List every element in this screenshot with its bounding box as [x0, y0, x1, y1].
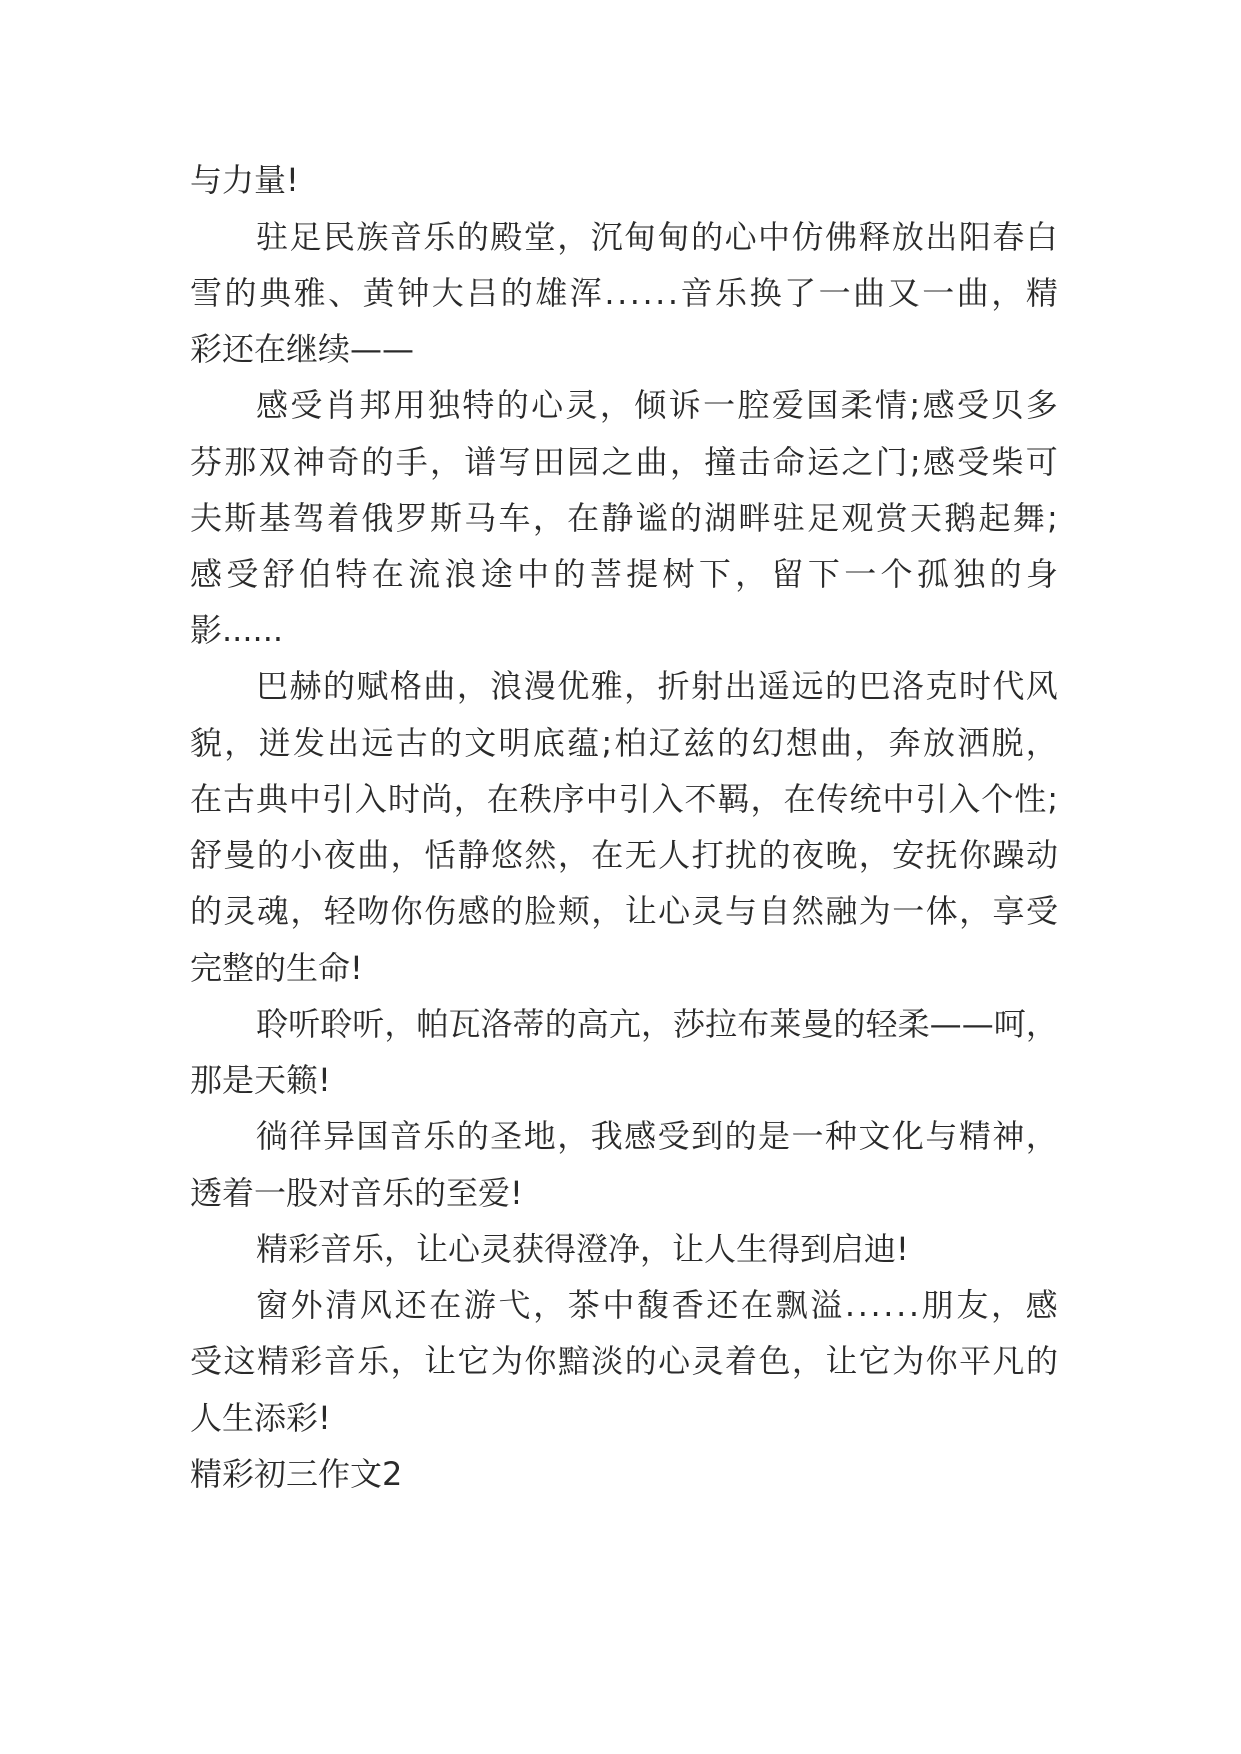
text-line: 雪 的 典 雅 、 黄 钟 大 吕 的 雄 浑 . . . . . . 音 乐 换 了 一 曲 又 一 曲 ， 精: [190, 274, 1058, 312]
text-line: 芬 那 双 神 奇 的 手 ， 谱 写 田 园 之 曲 ， 撞 击 命 运 之 门 ; 感 受 柴 可: [190, 443, 1058, 481]
text-line: 的 灵 魂 ， 轻 吻 你 伤 感 的 脸 颊 ， 让 心 灵 与 自 然 融 为 一 体 ， 享 受: [190, 892, 1058, 930]
text-line: 那是天籁!: [190, 1061, 331, 1099]
paragraph-first-line: 精彩音乐，让心灵获得澄净，让人生得到启迪!: [256, 1230, 909, 1268]
text-line: 夫 斯 基 驾 着 俄 罗 斯 马 车 ， 在 静 谧 的 湖 畔 驻 足 观 赏 天 鹅 起 舞 ;: [190, 499, 1058, 537]
text-line: 彩还在继续——: [190, 330, 415, 368]
text-line: 与力量!: [190, 161, 299, 199]
paragraph-first-line: 驻 足 民 族 音 乐 的 殿 堂 ， 沉 甸 甸 的 心 中 仿 佛 释 放 出 阳 春 白: [256, 218, 1058, 256]
text-line: 在 古 典 中 引 入 时 尚 ， 在 秩 序 中 引 入 不 羁 ， 在 传 统 中 引 入 个 性 ;: [190, 780, 1058, 818]
paragraph-first-line: 窗 外 清 风 还 在 游 弋 ， 茶 中 馥 香 还 在 飘 溢 . . . . . . 朋 友 ， 感: [256, 1286, 1058, 1324]
text-line: 受 这 精 彩 音 乐 ， 让 它 为 你 黯 淡 的 心 灵 着 色 ， 让 它 为 你 平 凡 的: [190, 1342, 1058, 1380]
paragraph-first-line: 感 受 肖 邦 用 独 特 的 心 灵 ， 倾 诉 一 腔 爱 国 柔 情 ; 感 受 贝 多: [256, 386, 1058, 424]
text-line: 人生添彩!: [190, 1399, 331, 1437]
paragraph-first-line: 聆 听 聆 听 ， 帕 瓦 洛 蒂 的 高 亢 ， 莎 拉 布 莱 曼 的 轻 柔 — — 呵 ，: [256, 1005, 1058, 1043]
section-heading: 精彩初三作文2: [190, 1455, 403, 1493]
paragraph-first-line: 徜 徉 异 国 音 乐 的 圣 地 ， 我 感 受 到 的 是 一 种 文 化 与 精 神 ，: [256, 1117, 1058, 1155]
text-line: 透着一股对音乐的至爱!: [190, 1174, 523, 1212]
text-line: 舒 曼 的 小 夜 曲 ， 恬 静 悠 然 ， 在 无 人 打 扰 的 夜 晚 ， 安 抚 你 躁 动: [190, 836, 1058, 874]
paragraph-first-line: 巴 赫 的 赋 格 曲 ， 浪 漫 优 雅 ， 折 射 出 遥 远 的 巴 洛 克 时 代 风: [256, 667, 1058, 705]
text-line: 感 受 舒 伯 特 在 流 浪 途 中 的 菩 提 树 下 ， 留 下 一 个 孤 独 的 身: [190, 555, 1058, 593]
text-line: 貌 ， 迸 发 出 远 古 的 文 明 底 蕴 ; 柏 辽 兹 的 幻 想 曲 ， 奔 放 洒 脱 ，: [190, 724, 1058, 762]
text-line: 完整的生命!: [190, 949, 363, 987]
text-line: 影......: [190, 611, 284, 649]
